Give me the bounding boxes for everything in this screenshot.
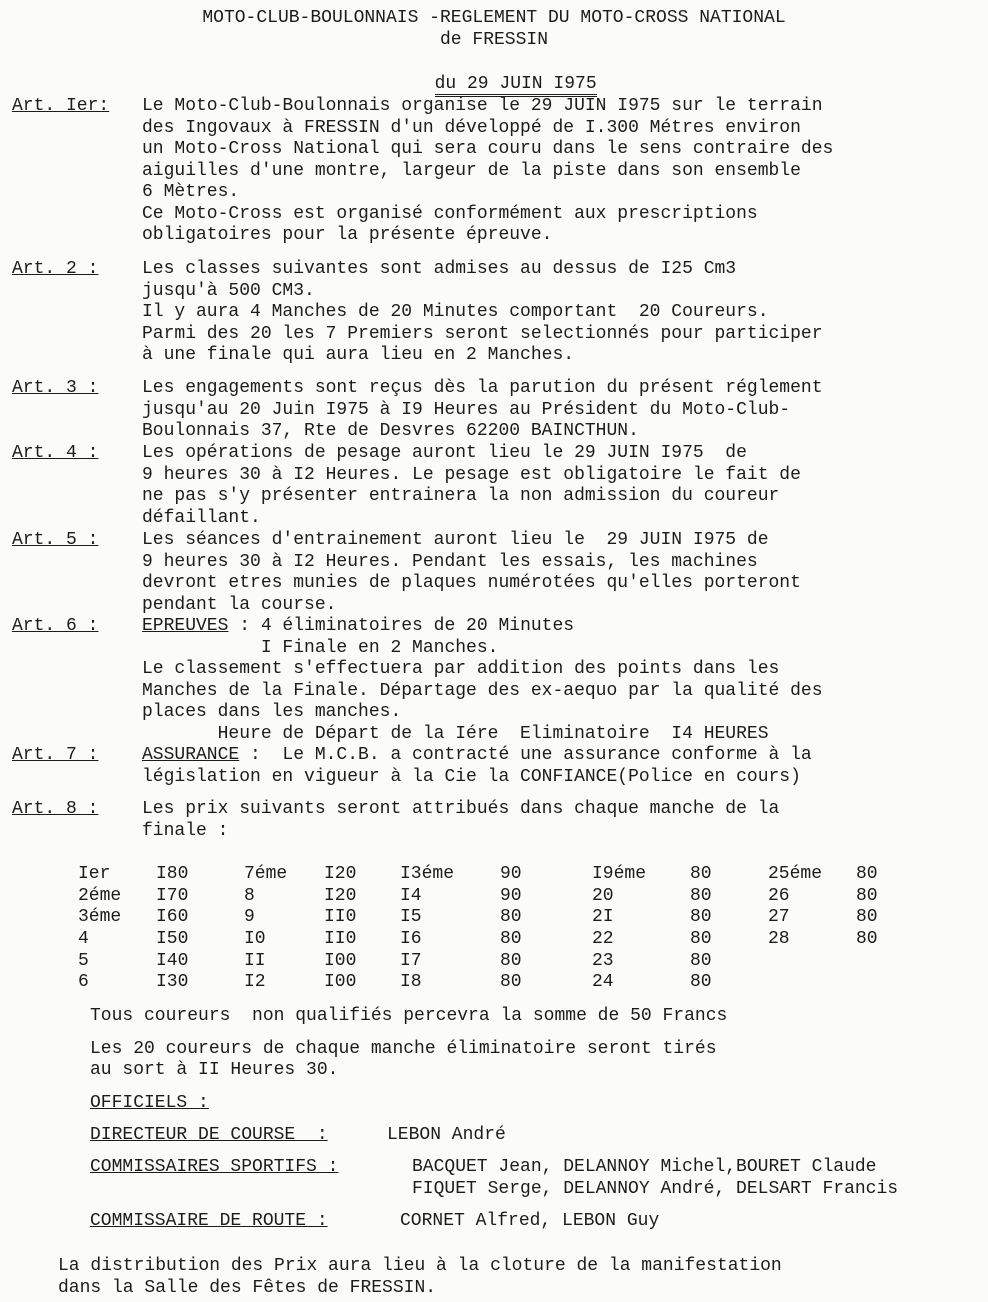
article-label: Art. 4 : bbox=[12, 443, 99, 463]
article-line: finale : bbox=[142, 820, 229, 841]
article-5 bbox=[12, 530, 982, 616]
prize-amount bbox=[856, 951, 896, 973]
prize-amount: 80 bbox=[856, 907, 878, 928]
director-label: DIRECTEUR DE COURSE : bbox=[90, 1125, 328, 1145]
prize-amount: I30 bbox=[156, 972, 189, 993]
article-line: Les prix suivants seront attribués dans chaque manche de la bbox=[142, 799, 780, 819]
prize-amount: I60 bbox=[156, 907, 189, 928]
article-line: 6 Mètres. bbox=[142, 182, 240, 202]
article-label: Art. 7 : bbox=[12, 745, 99, 765]
article-line: Parmi des 20 les 7 Premiers seront selectionnés pour participer bbox=[142, 323, 823, 344]
article-3 bbox=[12, 378, 982, 443]
article-2 bbox=[12, 259, 982, 367]
prize-amount: 80 bbox=[690, 950, 712, 971]
prize-place: 26 bbox=[768, 885, 790, 906]
article-label: Art. Ier: bbox=[12, 96, 110, 116]
article-line: Il y aura 4 Manches de 20 Minutes comportant 20 Coureurs. bbox=[142, 302, 769, 322]
prize-place: 27 bbox=[768, 907, 790, 928]
prize-amount: I40 bbox=[156, 950, 189, 971]
prize-place: I6 bbox=[400, 929, 422, 950]
prize-place: 3éme bbox=[78, 907, 122, 928]
prize-amount: II0 bbox=[324, 929, 357, 950]
article-label: Art. 3 : bbox=[12, 378, 99, 398]
prize-amount: I80 bbox=[156, 864, 189, 884]
article-line: aiguilles d'une montre, largeur de la piste dans son ensemble bbox=[142, 160, 801, 181]
article-line: un Moto-Cross National qui sera couru dans le sens contraire des bbox=[142, 139, 834, 159]
prize-place: 8 bbox=[244, 885, 255, 906]
article-line: places dans les manches. bbox=[142, 702, 402, 722]
director-name: LEBON André bbox=[387, 1125, 506, 1145]
prize-table bbox=[78, 864, 918, 994]
article-line: Le classement s'effectuera par addition des points dans les bbox=[142, 659, 780, 679]
prize-place bbox=[768, 951, 856, 973]
prize-amount: 80 bbox=[690, 885, 712, 906]
prize-amount: 80 bbox=[856, 864, 878, 884]
article-body bbox=[142, 378, 982, 443]
prize-place: 20 bbox=[592, 885, 614, 906]
prize-amount: I50 bbox=[156, 929, 189, 950]
article-line: Ce Moto-Cross est organisé conformément aux prescriptions bbox=[142, 203, 758, 224]
article-label: Art. 8 : bbox=[12, 799, 99, 819]
prize-place: I2 bbox=[244, 972, 266, 993]
article-label: Art. 2 : bbox=[12, 259, 99, 279]
section-keyword: ASSURANCE bbox=[142, 745, 240, 765]
prize-amount: 90 bbox=[500, 864, 522, 884]
closing-line-2: dans la Salle des Fêtes de FRESSIN. bbox=[58, 1278, 437, 1298]
prize-amount: I00 bbox=[324, 950, 357, 971]
prize-place: 4 bbox=[78, 929, 89, 950]
prize-amount: 80 bbox=[500, 929, 522, 950]
article-line: Les engagements sont reçus dès la parution du présent réglement bbox=[142, 378, 823, 398]
article-line: Boulonnais 37, Rte de Desvres 62200 BAINCTHUN. bbox=[142, 421, 639, 441]
closing-line-1: La distribution des Prix aura lieu à la cloture de la manifestation bbox=[58, 1256, 782, 1276]
draw-note-line-2: au sort à II Heures 30. bbox=[90, 1060, 339, 1080]
title-date-text: du 29 JUIN I975 bbox=[435, 74, 597, 97]
prize-place bbox=[768, 972, 856, 994]
article-label: Art. 6 : bbox=[12, 616, 99, 636]
prize-place: 23 bbox=[592, 950, 614, 971]
draw-note-line-1: Les 20 coureurs de chaque manche éliminatoire seront tirés bbox=[90, 1039, 717, 1059]
prize-place: 22 bbox=[592, 929, 614, 950]
prize-amount: 80 bbox=[500, 907, 522, 928]
prize-amount: 80 bbox=[690, 907, 712, 928]
prize-place: II bbox=[244, 950, 266, 971]
prize-row bbox=[78, 951, 896, 973]
prize-place: I7 bbox=[400, 950, 422, 971]
officials-heading: OFFICIELS : bbox=[90, 1093, 209, 1113]
article-label: Art. 5 : bbox=[12, 530, 99, 550]
prize-amount: I20 bbox=[324, 885, 357, 906]
title-line-2: de FRESSIN bbox=[439, 30, 549, 50]
prize-amount: 80 bbox=[690, 972, 712, 993]
prize-amount: 80 bbox=[690, 929, 712, 950]
article-line: Le Moto-Club-Boulonnais organise le 29 JUIN I975 sur le terrain bbox=[142, 96, 823, 116]
article-line: I Finale en 2 Manches. bbox=[142, 637, 499, 658]
article-4 bbox=[12, 443, 982, 529]
article-1 bbox=[12, 96, 982, 247]
prize-row bbox=[78, 864, 896, 886]
article-line: EPREUVES : 4 éliminatoires de 20 Minutes bbox=[142, 616, 575, 636]
prize-place: I5 bbox=[400, 907, 422, 928]
prize-place: I3éme bbox=[400, 864, 455, 884]
article-line: 9 heures 30 à I2 Heures. Pendant les essais, les machines bbox=[142, 551, 758, 572]
sport-commissioners-line-1: BACQUET Jean, DELANNOY Michel,BOURET Claude bbox=[412, 1157, 877, 1177]
article-6 bbox=[12, 616, 982, 745]
prize-place: 24 bbox=[592, 972, 614, 993]
prize-amount: II0 bbox=[324, 907, 357, 928]
prize-place: 2I bbox=[592, 907, 614, 928]
prize-place: 5 bbox=[78, 950, 89, 971]
article-line: Les opérations de pesage auront lieu le 29 JUIN I975 de bbox=[142, 443, 747, 463]
prize-amount: 80 bbox=[856, 929, 878, 950]
prize-place: 6 bbox=[78, 972, 89, 993]
prize-place: 9 bbox=[244, 907, 255, 928]
prize-place: Ier bbox=[78, 864, 111, 884]
article-body bbox=[142, 745, 982, 788]
article-line: législation en vigueur à la Cie la CONFIANCE(Police en cours) bbox=[142, 766, 801, 787]
prize-amount: I70 bbox=[156, 885, 189, 906]
prize-place: 7éme bbox=[244, 864, 288, 884]
prize-place: 28 bbox=[768, 929, 790, 950]
prize-place: 2éme bbox=[78, 885, 122, 906]
prize-row bbox=[78, 907, 896, 929]
prize-row bbox=[78, 886, 896, 908]
route-commissioner-names: CORNET Alfred, LEBON Guy bbox=[400, 1211, 660, 1231]
article-8 bbox=[12, 799, 982, 842]
prize-place: 25éme bbox=[768, 864, 823, 884]
section-keyword: EPREUVES bbox=[142, 616, 229, 636]
route-commissioner-label: COMMISSAIRE DE ROUTE : bbox=[90, 1211, 328, 1231]
article-line: ASSURANCE : Le M.C.B. a contracté une assurance conforme à la bbox=[142, 745, 812, 765]
article-body bbox=[142, 96, 982, 247]
article-line: Les séances d'entrainement auront lieu le 29 JUIN I975 de bbox=[142, 530, 769, 550]
sport-commissioners-line-2: FIQUET Serge, DELANNOY André, DELSART Francis bbox=[412, 1179, 899, 1199]
prize-amount: 80 bbox=[856, 885, 878, 906]
article-line: des Ingovaux à FRESSIN d'un développé de I.300 Métres environ bbox=[142, 117, 801, 138]
article-7 bbox=[12, 745, 982, 788]
article-line: à une finale qui aura lieu en 2 Manches. bbox=[142, 345, 575, 365]
article-line: ne pas s'y présenter entrainera la non admission du coureur bbox=[142, 486, 780, 506]
prize-amount: 80 bbox=[690, 864, 712, 884]
article-line: devront etres munies de plaques numérotées qu'elles porteront bbox=[142, 573, 801, 593]
article-body bbox=[142, 443, 982, 529]
article-line: Heure de Départ de la Iére Eliminatoire I4 HEURES bbox=[142, 723, 769, 744]
article-body bbox=[142, 799, 982, 842]
prize-grid bbox=[78, 864, 896, 994]
prize-place: I8 bbox=[400, 972, 422, 993]
article-line: obligatoires pour la présente épreuve. bbox=[142, 225, 553, 245]
prize-amount bbox=[856, 972, 896, 994]
prize-place: I4 bbox=[400, 885, 422, 906]
non-qualified-note: Tous coureurs non qualifiés percevra la somme de 50 Francs bbox=[90, 1006, 728, 1026]
title-line-1: MOTO-CLUB-BOULONNAIS -REGLEMENT DU MOTO-CROSS NATIONAL bbox=[202, 8, 786, 28]
article-body bbox=[142, 259, 982, 367]
prize-amount: 90 bbox=[500, 885, 522, 906]
prize-amount: I00 bbox=[324, 972, 357, 993]
article-line: défaillant. bbox=[142, 507, 261, 528]
prize-place: I9éme bbox=[592, 864, 647, 884]
prize-amount: 80 bbox=[500, 950, 522, 971]
prize-amount: I20 bbox=[324, 864, 357, 884]
article-line: Les classes suivantes sont admises au dessus de I25 Cm3 bbox=[142, 259, 737, 279]
article-line: jusqu'au 20 Juin I975 à I9 Heures au Président du Moto-Club- bbox=[142, 399, 791, 420]
article-line: jusqu'à 500 CM3. bbox=[142, 280, 315, 301]
prize-row bbox=[78, 972, 896, 994]
sport-commissioners-label: COMMISSAIRES SPORTIFS : bbox=[90, 1157, 339, 1177]
article-body bbox=[142, 530, 982, 616]
prize-place: I0 bbox=[244, 929, 266, 950]
article-line: pendant la course. bbox=[142, 594, 337, 615]
prize-amount: 80 bbox=[500, 972, 522, 993]
article-line: 9 heures 30 à I2 Heures. Le pesage est obligatoire le fait de bbox=[142, 464, 801, 485]
article-body bbox=[142, 616, 982, 745]
prize-row bbox=[78, 929, 896, 951]
article-line: Manches de la Finale. Départage des ex-aequo par la qualité des bbox=[142, 680, 823, 701]
